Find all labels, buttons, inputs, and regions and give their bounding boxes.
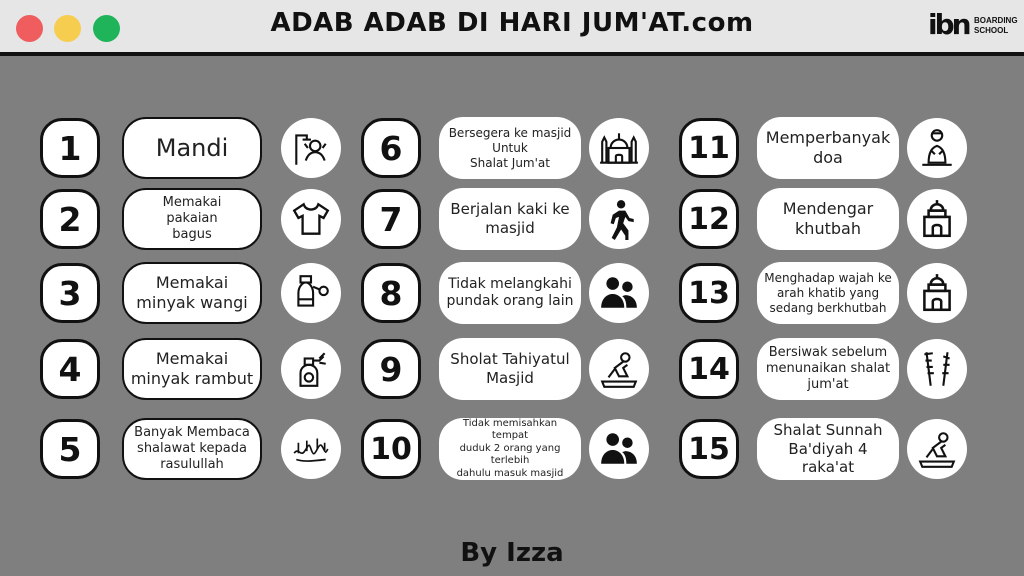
- item-number: 2: [40, 189, 100, 249]
- logo-mark: ibn: [928, 8, 969, 41]
- item-number: 7: [361, 189, 421, 249]
- mosque-icon: [589, 118, 649, 178]
- item-label: Memperbanyak doa: [757, 117, 899, 179]
- item-number: 6: [361, 118, 421, 178]
- minbar-icon: [907, 189, 967, 249]
- spray-bottle-icon: [281, 339, 341, 399]
- adab-item-13: [679, 262, 1019, 326]
- item-number: 1: [40, 118, 100, 178]
- adab-item-7: [361, 188, 701, 252]
- adab-item-15: [679, 418, 1019, 482]
- adab-item-10: [361, 418, 701, 482]
- item-label: Menghadap wajah ke arah khatib yang sedang berkhutbah: [757, 262, 899, 324]
- item-label: Sholat Tahiyatul Masjid: [439, 338, 581, 400]
- walking-icon: [589, 189, 649, 249]
- adab-item-11: [679, 117, 1019, 181]
- adab-item-9: [361, 338, 701, 402]
- item-number: 14: [679, 339, 739, 399]
- item-number: 15: [679, 419, 739, 479]
- item-label: Berjalan kaki ke masjid: [439, 188, 581, 250]
- praying-person-icon: [907, 118, 967, 178]
- shower-icon: [281, 118, 341, 178]
- footer-credit: By Izza: [460, 538, 564, 568]
- school-logo: [928, 10, 1018, 44]
- item-label: Bersiwak sebelum menunaikan shalat jum'at: [757, 338, 899, 400]
- item-number: 11: [679, 118, 739, 178]
- adab-item-12: [679, 188, 1019, 252]
- shirt-icon: [281, 189, 341, 249]
- item-number: 13: [679, 263, 739, 323]
- adab-item-8: [361, 262, 701, 326]
- people-icon: [589, 263, 649, 323]
- item-label: Tidak melangkahi pundak orang lain: [439, 262, 581, 324]
- adab-item-4: [40, 338, 380, 402]
- logo-text: BOARDING SCHOOL: [974, 16, 1018, 35]
- item-number: 5: [40, 419, 100, 479]
- item-label: Tidak memisahkan tempat duduk 2 orang yang terlebih dahulu masuk masjid: [439, 418, 581, 480]
- window-title: ADAB ADAB DI HARI JUM'AT.com: [270, 8, 754, 38]
- adab-item-3: [40, 262, 380, 326]
- item-label: Memakai minyak rambut: [122, 338, 262, 400]
- siwak-icon: [907, 339, 967, 399]
- prayer-icon: [907, 419, 967, 479]
- item-number: 8: [361, 263, 421, 323]
- item-label: Mandi: [122, 117, 262, 179]
- item-number: 4: [40, 339, 100, 399]
- adab-item-14: [679, 338, 1019, 402]
- item-number: 12: [679, 189, 739, 249]
- item-label: Mendengar khutbah: [757, 188, 899, 250]
- item-number: 10: [361, 419, 421, 479]
- item-label: Banyak Membaca shalawat kepada rasulullah: [122, 418, 262, 480]
- window-titlebar: [0, 0, 1024, 56]
- item-label: Bersegera ke masjid Untuk Shalat Jum'at: [439, 117, 581, 179]
- adab-item-2: [40, 188, 380, 252]
- item-label: Memakai minyak wangi: [122, 262, 262, 324]
- minbar-icon: [907, 263, 967, 323]
- item-label: Shalat Sunnah Ba'diyah 4 raka'at: [757, 418, 899, 480]
- item-label: Memakai pakaian bagus: [122, 188, 262, 250]
- adab-item-5: [40, 418, 380, 482]
- perfume-icon: [281, 263, 341, 323]
- adab-item-1: [40, 117, 380, 181]
- item-number: 3: [40, 263, 100, 323]
- item-number: 9: [361, 339, 421, 399]
- arabic-calligraphy-icon: [281, 419, 341, 479]
- adab-item-6: [361, 117, 701, 181]
- prayer-icon: [589, 339, 649, 399]
- people-icon: [589, 419, 649, 479]
